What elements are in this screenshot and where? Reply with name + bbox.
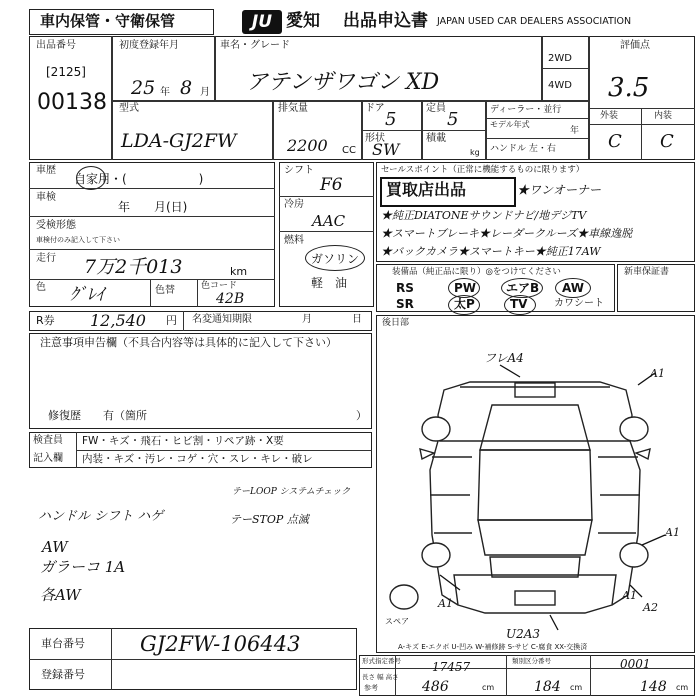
reg-label: 登録番号 bbox=[41, 668, 85, 681]
int-label: 内装 bbox=[654, 111, 673, 121]
equip-pw: PW bbox=[454, 281, 477, 295]
car-front-outline bbox=[438, 382, 632, 441]
note-handle-shift: ハンドル シフト ハゲ bbox=[38, 509, 164, 524]
front-plate bbox=[515, 383, 555, 397]
diagram-mark-a2: A2 bbox=[643, 601, 658, 614]
type-spec-value: 17457 bbox=[432, 660, 471, 674]
diagram-mark-a1-right: A1 bbox=[622, 589, 637, 602]
length-unit: cm bbox=[482, 683, 495, 692]
equip-circle-sunroof bbox=[448, 295, 480, 315]
equip-aw: AW bbox=[562, 281, 584, 295]
width-unit: cm bbox=[570, 683, 583, 692]
model-year-unit: 年 bbox=[570, 126, 580, 136]
selling-line-4: ★バックカメラ★スマートキー★純正17AW bbox=[381, 245, 601, 258]
lot-label: 出品番号 bbox=[36, 40, 76, 51]
capacity-value: 5 bbox=[447, 109, 459, 130]
height-value: 148 bbox=[640, 679, 667, 695]
model-name-value: アテンザワゴン XD bbox=[246, 70, 440, 95]
divider bbox=[197, 279, 198, 307]
brand-name: 愛知 bbox=[286, 11, 320, 31]
recall-label: 名変通知期限 bbox=[192, 314, 252, 325]
reg-month-value: 8 bbox=[180, 77, 193, 99]
type-label: 型式 bbox=[119, 103, 139, 114]
mileage-value: 7万2千013 bbox=[84, 256, 183, 278]
wheel-front-left bbox=[422, 417, 450, 441]
fuel-diesel: 軽 油 bbox=[311, 276, 348, 290]
inspector-row-2: 内装・キズ・汚レ・コゲ・穴・スレ・キレ・破レ bbox=[82, 453, 313, 465]
length-value: 486 bbox=[422, 679, 449, 695]
equip-label: 装備品（純正品に限り）◎をつけてください bbox=[392, 267, 561, 277]
load-label: 積載 bbox=[426, 133, 446, 144]
note-glass: ガラーコ 1A bbox=[40, 558, 126, 576]
height-unit: cm bbox=[676, 683, 689, 692]
int-grade: C bbox=[660, 131, 674, 152]
spare-wheel bbox=[390, 585, 418, 609]
ac-label: 冷房 bbox=[284, 199, 304, 210]
inspector-label: 検査員 bbox=[33, 435, 63, 446]
divider bbox=[29, 279, 275, 280]
class-label: 類別区分番号 bbox=[512, 657, 551, 665]
divider bbox=[150, 279, 151, 307]
warranty-book-label: 新車保証書 bbox=[624, 267, 670, 277]
class-value: 0001 bbox=[620, 657, 651, 671]
wheel-front-right bbox=[620, 417, 648, 441]
divider bbox=[183, 311, 184, 331]
selling-box-text: 買取店出品 bbox=[386, 180, 467, 199]
model-name-label: 車名・グレード bbox=[220, 40, 290, 51]
note-aw: AW bbox=[42, 538, 68, 556]
ju-logo bbox=[242, 10, 282, 34]
ext-grade: C bbox=[608, 131, 622, 152]
form-title: 出品申込書 bbox=[343, 11, 428, 31]
diagram-mark-a1-side: A1 bbox=[665, 526, 680, 539]
damage-line bbox=[500, 365, 520, 377]
color-code-label: 色コード bbox=[201, 281, 238, 291]
car-rear-outline bbox=[454, 575, 616, 613]
score-value: 3.5 bbox=[608, 73, 650, 103]
divider bbox=[29, 216, 275, 217]
car-rear-boot bbox=[490, 557, 580, 577]
divider bbox=[111, 628, 112, 690]
equip-circle-aw bbox=[555, 278, 591, 298]
car-side-right bbox=[612, 441, 640, 605]
divider bbox=[506, 655, 507, 696]
handle-label: ハンドル 左・右 bbox=[490, 144, 556, 154]
storage-title: 車内保管・守衛保管 bbox=[40, 12, 176, 30]
color-value: ｸﾞﾚｲ bbox=[70, 285, 104, 305]
divider bbox=[76, 450, 372, 451]
type-value: LDA-GJ2FW bbox=[121, 130, 237, 152]
door-label: ドア bbox=[365, 103, 385, 114]
inspection-label: 車検 bbox=[36, 192, 56, 203]
divider bbox=[588, 36, 590, 160]
ju-logo-text: JU bbox=[251, 12, 273, 32]
dims-label: 長さ 幅 高さ bbox=[362, 673, 399, 681]
ext-label: 外装 bbox=[600, 111, 619, 121]
model-year-label: モデル年式 bbox=[490, 120, 530, 129]
divider bbox=[641, 108, 642, 160]
divider bbox=[485, 118, 588, 119]
selling-line-1: ★ワンオーナー bbox=[517, 183, 602, 197]
load-unit: kg bbox=[470, 148, 480, 157]
diagram-rear-note: U2A3 bbox=[506, 627, 541, 641]
divider bbox=[29, 188, 275, 189]
damage-line bbox=[440, 575, 460, 590]
equip-leather: カワシート bbox=[554, 298, 604, 309]
color-code-value: 42B bbox=[216, 291, 245, 307]
shape-label: 形状 bbox=[365, 133, 385, 144]
equip-airbag: エアB bbox=[506, 281, 540, 295]
divider bbox=[29, 249, 275, 250]
inspector-row-1: FW・キズ・飛石・ヒビ割・リペア跡・X要 bbox=[82, 435, 284, 447]
fuel-gas: ガソリン bbox=[311, 252, 360, 266]
mileage-label: 走行 bbox=[36, 253, 56, 264]
diagram-front-note: フレA4 bbox=[484, 351, 524, 365]
fuel-label: 燃料 bbox=[284, 235, 304, 246]
reg-month-unit: 月 bbox=[200, 87, 210, 98]
divider bbox=[279, 231, 374, 232]
damage-line bbox=[642, 535, 665, 545]
divider bbox=[111, 36, 113, 160]
divider bbox=[214, 36, 216, 100]
divider bbox=[272, 100, 274, 160]
notes-label: 注意事項申告欄（不具合内容等は具体的に記入して下さい） bbox=[40, 336, 337, 349]
lot-bracket: [2125] bbox=[46, 65, 86, 79]
divider bbox=[29, 659, 357, 660]
history-label: 車歴 bbox=[36, 165, 56, 176]
color-label: 色 bbox=[36, 282, 46, 293]
shape-value: SW bbox=[372, 140, 400, 159]
divider bbox=[485, 138, 588, 139]
divider bbox=[111, 100, 588, 102]
capacity-label: 定員 bbox=[426, 103, 446, 114]
shift-value: F6 bbox=[320, 175, 343, 195]
association-name: JAPAN USED CAR DEALERS ASSOCIATION bbox=[437, 16, 632, 27]
equip-sunroof: 太P bbox=[454, 297, 475, 311]
selling-label: セールスポイント（正常に機能するものに限ります） bbox=[381, 165, 585, 175]
equip-tv: TV bbox=[510, 297, 528, 311]
lot-number: 00138 bbox=[37, 90, 107, 115]
fuel-circle bbox=[305, 245, 365, 271]
mirror-left bbox=[420, 449, 434, 459]
equip-rs: RS bbox=[396, 281, 414, 295]
mirror-right bbox=[636, 449, 650, 459]
divider bbox=[361, 130, 485, 131]
history-circle bbox=[76, 166, 106, 190]
recycle-label: R券 bbox=[36, 314, 55, 327]
displacement-label: 排気量 bbox=[278, 103, 308, 114]
wheel-rear-left bbox=[422, 543, 450, 567]
warranty-label: 受検形態 bbox=[36, 220, 76, 231]
diagram-spare-label: スペア bbox=[385, 617, 409, 626]
recall-day: 日 bbox=[352, 314, 362, 325]
equip-sr: SR bbox=[396, 297, 414, 311]
rear-plate bbox=[515, 591, 555, 605]
warranty-note: 車検付のみ記入して下さい bbox=[36, 236, 120, 244]
shift-label: シフト bbox=[284, 165, 314, 176]
score-label: 評価点 bbox=[620, 40, 650, 51]
inspection-value: 年 月(日) bbox=[118, 200, 188, 214]
history-value: 自家用・( ) bbox=[74, 172, 204, 186]
chassis-label: 車台番号 bbox=[41, 637, 85, 650]
recall-month: 月 bbox=[302, 314, 312, 325]
wheel-rear-right bbox=[620, 543, 648, 567]
diagram-mark-a1-left: A1 bbox=[438, 597, 453, 610]
type-spec-label: 形式指定番号 bbox=[362, 657, 401, 665]
repair-label: 修復歴 有（箇所 bbox=[48, 409, 147, 422]
divider bbox=[485, 100, 487, 160]
dealer-label: ディーラー・並行 bbox=[490, 105, 562, 115]
drive-2wd: 2WD bbox=[548, 53, 572, 64]
equip-circle-tv bbox=[504, 295, 536, 315]
entry-label: 記入欄 bbox=[33, 453, 63, 464]
doors-value: 5 bbox=[385, 109, 397, 130]
reg-year-value: 25 bbox=[131, 77, 156, 99]
displacement-value: 2200 bbox=[287, 136, 328, 155]
rear-label: 後日部 bbox=[382, 318, 410, 328]
divider bbox=[279, 196, 374, 197]
mileage-unit: km bbox=[230, 265, 248, 278]
car-windshield bbox=[480, 405, 590, 450]
car-side-left bbox=[430, 441, 458, 605]
divider bbox=[590, 655, 591, 696]
note-each-aw: 各AW bbox=[40, 586, 81, 604]
reg-year-unit: 年 bbox=[160, 87, 170, 98]
selling-line-3: ★スマートブレーキ★レーダークルーズ★車線逸脱 bbox=[381, 227, 633, 240]
damage-line bbox=[550, 615, 558, 630]
note-loop-check: テーLOOP システムチェック bbox=[232, 487, 351, 497]
width-value: 184 bbox=[534, 679, 561, 695]
diagram-legend: A-キズ E-エクボ U-凹み W-補修跡 S-サビ C-腐食 XX-交換済 bbox=[398, 643, 588, 651]
reg-year-label: 初度登録年月 bbox=[119, 40, 179, 51]
car-roof bbox=[478, 450, 592, 520]
note-stop-blink: テーSTOP 点滅 bbox=[230, 513, 309, 526]
divider bbox=[541, 68, 588, 69]
ref-label: 参考 bbox=[364, 684, 378, 692]
chassis-value: GJ2FW-106443 bbox=[140, 632, 301, 656]
repair-close: ） bbox=[356, 409, 367, 422]
recycle-value: 12,540 bbox=[90, 311, 146, 330]
recycle-yen: 円 bbox=[166, 314, 177, 327]
displacement-unit: CC bbox=[342, 145, 356, 156]
ac-value: AAC bbox=[312, 212, 346, 230]
diagram-mark-a1-top: A1 bbox=[650, 367, 665, 380]
drive-4wd: 4WD bbox=[548, 80, 572, 91]
car-rear-window bbox=[478, 520, 592, 555]
selling-line-2: ★純正DIATONEサウンドナビ/地デジTV bbox=[381, 209, 587, 222]
color-replace-label: 色替 bbox=[155, 285, 175, 296]
